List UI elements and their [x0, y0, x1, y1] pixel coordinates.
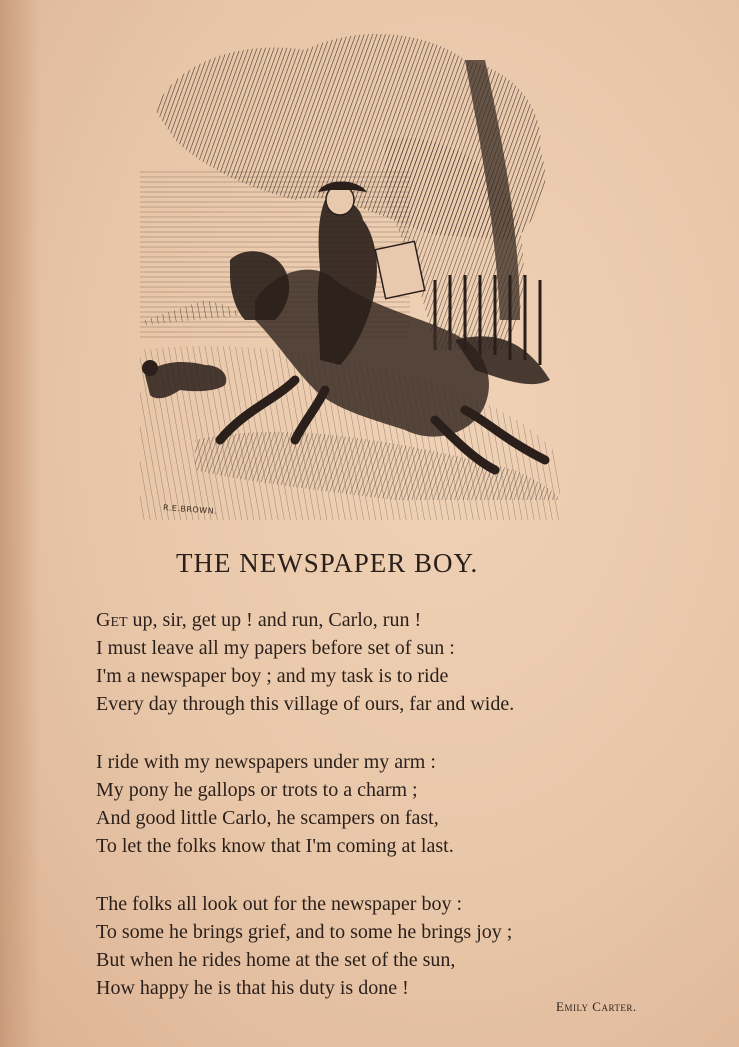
poem-line: The folks all look out for the newspaper boy :: [96, 893, 463, 915]
stanza-1: [96, 606, 656, 718]
gutter-shadow: [0, 0, 40, 1047]
poem-line: To let the folks know that I'm coming at last.: [96, 835, 454, 857]
stanza-3: [96, 890, 656, 1002]
engraving-illustration: [135, 20, 565, 525]
poem-body: [96, 606, 656, 1032]
poem-line: I must leave all my papers before set of sun :: [96, 637, 455, 659]
drop-lead-word: Get: [96, 609, 128, 631]
poem-line: I'm a newspaper boy ; and my task is to ride: [96, 665, 449, 687]
poem-line: And good little Carlo, he scampers on fast,: [96, 807, 439, 829]
poem-line: But when he rides home at the set of the sun,: [96, 949, 456, 971]
poem-line: My pony he gallops or trots to a charm ;: [96, 779, 418, 801]
poem-line: [96, 606, 656, 634]
author-signature: Emily Carter.: [556, 999, 637, 1014]
engraver-signature: R.E.BROWN.: [162, 503, 218, 516]
line-text: up, sir, get up ! and run, Carlo, run !: [127, 609, 422, 631]
poem-line: To some he brings grief, and to some he brings joy ;: [96, 921, 513, 943]
poem-title: THE NEWSPAPER BOY.: [176, 548, 479, 578]
stanza-2: [96, 748, 656, 860]
poem-line: I ride with my newspapers under my arm :: [96, 751, 436, 773]
poem-line: Every day through this village of ours, far and wide.: [96, 693, 515, 715]
poem-line: How happy he is that his duty is done !: [96, 977, 409, 999]
